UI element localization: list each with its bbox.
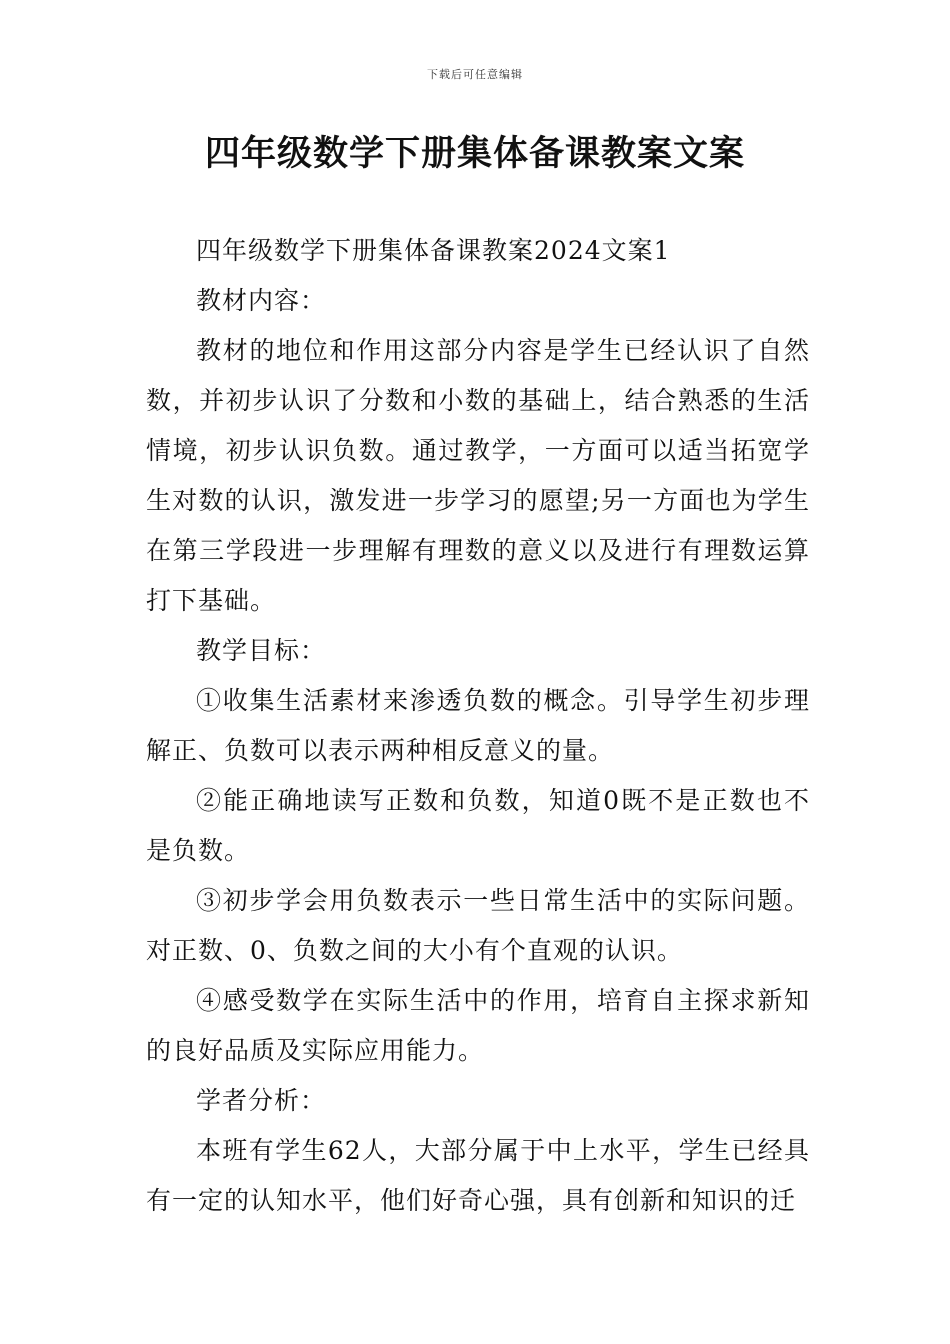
- paragraph-subtitle: 四年级数学下册集体备课教案2024文案1: [196, 236, 671, 265]
- paragraph-material-role: 教材的地位和作用这部分内容是学生已经认识了自然数，并初步认识了分数和小数的基础上，结合熟悉的生活情境，初步认识负数。通过教学，一方面可以适当拓宽学生对数的认识，激发进一步学习的愿望;另一方面也为学生在第三学段进一步理解有理数的意义以及进行有理数运算打下基础。: [146, 336, 810, 615]
- paragraph-goal-4: ④感受数学在实际生活中的作用，培育自主探求新知的良好品质及实际应用能力。: [146, 986, 810, 1065]
- paragraph-heading-analysis: 学者分析：: [196, 1086, 327, 1115]
- paragraph-goal-1: ①收集生活素材来渗透负数的概念。引导学生初步理解正、负数可以表示两种相反意义的量。: [146, 686, 810, 765]
- paragraph-heading-goals: 教学目标：: [196, 636, 327, 665]
- document-title: 四年级数学下册集体备课教案文案: [204, 134, 745, 174]
- paragraph-analysis: 本班有学生62人，大部分属于中上水平，学生已经具有一定的认知水平，他们好奇心强，具有创新和知识的迁: [146, 1136, 810, 1215]
- paragraph-goal-2: ②能正确地读写正数和负数，知道0既不是正数也不是负数。: [146, 786, 810, 865]
- paragraph-goal-3: ③初步学会用负数表示一些日常生活中的实际问题。对正数、0、负数之间的大小有个直观的认识。: [146, 886, 810, 965]
- document-body: [146, 226, 810, 1226]
- header-note: 下载后可任意编辑: [427, 68, 523, 81]
- paragraph-heading-material: 教材内容：: [196, 286, 327, 315]
